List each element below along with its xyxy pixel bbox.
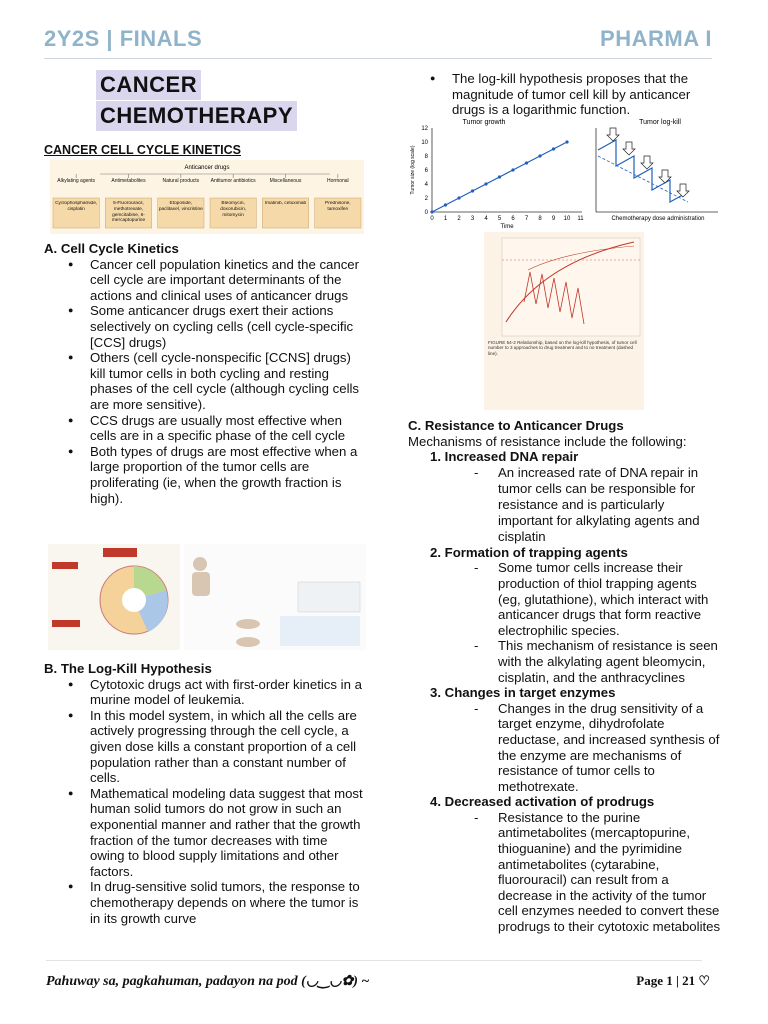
y-tick-label: 2 [424, 196, 428, 202]
left-column [44, 143, 364, 159]
table-cell: Cyclophosphamide, cisplatin [55, 201, 98, 212]
growth-point [444, 203, 447, 206]
resistance-item-title [430, 545, 722, 561]
chart-x-label: Time [500, 224, 514, 230]
section-a-heading: A. Cell Cycle Kinetics [44, 241, 179, 256]
table-head: Miscellaneous [269, 178, 302, 184]
table-head: Alkylating agents [57, 178, 96, 184]
x-tick-label: 6 [511, 216, 515, 222]
header-divider [44, 58, 712, 59]
resistance-item-title [430, 794, 722, 810]
y-tick-label: 12 [421, 126, 428, 132]
table-head: Antimetabolites [111, 178, 146, 184]
y-tick-label: 10 [421, 140, 428, 146]
x-tick-label: 10 [563, 216, 571, 222]
chart-x-label-right: Chemotherapy dose administration [611, 216, 705, 222]
resistance-item-title [430, 449, 722, 465]
x-tick-label: 3 [470, 216, 475, 222]
section-subtitle: CANCER CELL CYCLE KINETICS [44, 143, 242, 157]
table-head: Antitumor antibiotics [210, 178, 256, 184]
growth-point [430, 210, 433, 213]
growth-point [511, 168, 514, 171]
growth-point [498, 175, 501, 178]
table-cell: Prednisone, tamoxifen [325, 201, 351, 212]
resistance-detail: - This mechanism of resistance is seen with the alkylating agent bleomycin, cisplatin, and the anthracyclines [498, 638, 722, 685]
section-a-bullet: ● Some anticancer drugs exert their actions selectively on cycling cells (cell cycle-specific [CCS] drugs) [90, 303, 364, 350]
section-a-bullet: ● Both types of drugs are most effective when a large proportion of the tumor cells are proliferating (ie, when the growth fraction is high). [90, 444, 364, 506]
x-tick-label: 8 [538, 216, 542, 222]
cell-cycle-figure [48, 544, 366, 650]
y-tick-label: 6 [424, 168, 428, 174]
chart-y-label: Tumor size (log scale) [410, 145, 416, 195]
drug-class-table-figure [50, 160, 364, 234]
table-top-label: Anticancer drugs [184, 165, 230, 171]
section-b-bullet: ● Cytotoxic drugs act with first-order kinetics in a murine model of leukemia. [90, 677, 364, 708]
section-a [44, 241, 364, 506]
item-title: Decreased activation of prodrugs [444, 794, 655, 810]
item-number: 3. [430, 685, 441, 701]
resistance-detail: - Some tumor cells increase their production of thiol trapping agents (eg, glutathione), which interact with anticancer drugs that form reactive electrophilic species. [498, 560, 722, 638]
section-c-heading: C. Resistance to Anticancer Drugs [408, 418, 624, 433]
table-cell: Bleomycin, doxorubicin, mitomycin [220, 201, 247, 218]
item-number: 4. [430, 794, 441, 810]
item-number: 2. [430, 544, 441, 560]
x-tick-label: 0 [430, 216, 434, 222]
section-a-bullet: ● CCS drugs are usually most effective when cells are in a specific phase of the cell cycle [90, 413, 364, 444]
section-a-bullets [44, 257, 364, 507]
section-c [408, 418, 722, 935]
growth-point [552, 147, 555, 150]
footer-divider [46, 960, 702, 961]
title-line-2: CHEMOTHERAPY [96, 101, 297, 131]
logkill-line [598, 140, 688, 202]
chart-title-logkill: Tumor log-kill [639, 119, 681, 126]
page-number: Page 1 | 21 ♡ [636, 973, 710, 988]
section-b [44, 661, 364, 926]
growth-point [471, 189, 474, 192]
resistance-detail: - Changes in the drug sensitivity of a target enzyme, dihydrofolate reductase, and increased synthesis of the enzyme are mechanisms of resistance of tumor cells to methotrexate. [498, 701, 722, 795]
table-cell: Imatinib, cetuximab [264, 201, 307, 206]
title-line-1: CANCER [96, 70, 201, 100]
item-title: Changes in target enzymes [444, 685, 616, 701]
y-tick-label: 4 [424, 182, 428, 188]
section-c-intro: Mechanisms of resistance include the following: [408, 433, 687, 449]
right-top-text [408, 71, 722, 118]
resistance-list [408, 449, 722, 934]
chart-title-growth: Tumor growth [462, 119, 506, 126]
table-cell: 5-Fluorouracil, methotrexate, gemcitabine, 6-mercaptopurine [111, 201, 146, 224]
section-b-bullet: ● In drug-sensitive solid tumors, the response to chemotherapy depends on where the tumor is in its growth curve [90, 879, 364, 926]
table-cell: Etoposide, paclitaxel, vincristine [158, 201, 203, 212]
x-tick-label: 1 [443, 216, 448, 222]
footer-motto: Pahuway sa, pagkahuman, padayon na pod (◡‿◡✿) ~ [46, 974, 370, 989]
x-tick-label: 11 [577, 216, 584, 222]
section-b-bullet: ● In this model system, in which all the cells are actively progressing through the cell cycle, a given dose kills a constant proportion of a cell population rather than a constant number of cells. [90, 708, 364, 786]
growth-point [525, 161, 528, 164]
resistance-detail: - Resistance to the purine antimetabolites (mercaptopurine, thioguanine) and the pyrimidine antimetabolites (cytarabine, fluorouracil) can result from a decrease in the activity of the tumor cell enzymes needed to convert these prodrugs to their cytotoxic metabolites [498, 810, 722, 935]
growth-point [457, 196, 460, 199]
growth-point [484, 182, 487, 185]
header-course: 2Y2S | FINALS [44, 26, 203, 51]
dose-arrows [607, 128, 689, 197]
growth-point [538, 154, 541, 157]
section-b-bullet: ● Mathematical modeling data suggest that most human solid tumors do not grow in such an exponential manner and rather that the growth fraction of the tumor decreases with time owing to blood supply limitations and other factors. [90, 786, 364, 880]
x-tick-label: 9 [551, 216, 556, 222]
x-tick-label: 4 [484, 216, 488, 222]
section-b-bullets [44, 677, 364, 927]
resistance-detail: - An increased rate of DNA repair in tumor cells can be responsible for resistance and is particularly important for alkylating agents and cisplatin [498, 465, 722, 545]
page-title [96, 70, 316, 132]
y-tick-label: 8 [424, 154, 428, 160]
header-subject: PHARMA I [600, 26, 712, 51]
log-kill-bullet: ● The log-kill hypothesis proposes that the magnitude of tumor cell kill by anticancer drugs is a logarithmic function. [452, 71, 722, 118]
item-title: Formation of trapping agents [444, 544, 628, 560]
item-title: Increased DNA repair [444, 449, 579, 465]
section-a-bullet: ● Cancer cell population kinetics and the cancer cell cycle are important determinants of the actions and clinical uses of anticancer drugs [90, 257, 364, 304]
x-tick-label: 5 [497, 216, 502, 222]
section-a-bullet: ● Others (cell cycle-nonspecific [CCNS] drugs) kill tumor cells in both cycling and resting phases of the cell cycle (although cycling cells are more sensitive). [90, 350, 364, 412]
growth-point [565, 140, 568, 143]
y-tick-label: 0 [424, 210, 428, 216]
section-b-heading: B. The Log-Kill Hypothesis [44, 661, 212, 676]
figure-caption: FIGURE 54-2 Relationship, based on the log-kill hypothesis, of tumor cell number to 3 approaches to drug treatment and to no treatment (dashed line). [488, 340, 637, 356]
resistance-item-title [430, 685, 722, 701]
log-kill-chart [404, 116, 720, 230]
table-head: Natural products [162, 178, 200, 184]
table-head: Hormonal [326, 178, 349, 184]
figure-54-2 [484, 232, 644, 410]
item-number: 1. [430, 449, 441, 465]
x-tick-label: 7 [524, 216, 529, 222]
x-tick-label: 2 [457, 216, 461, 222]
